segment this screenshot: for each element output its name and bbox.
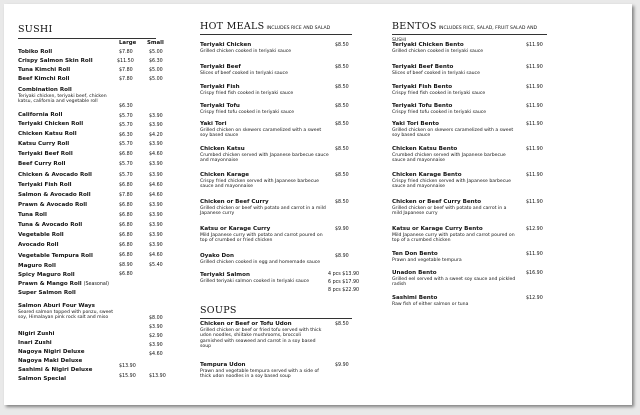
sushi-special-price: $8.00: [149, 316, 163, 321]
bentos-underline: [392, 34, 547, 35]
sushi-item-name: California Roll: [18, 112, 63, 118]
bento-desc: Grilled eel served with a sweet soy sauce and pickled radish: [392, 277, 516, 288]
sushi-item-name: Tuna Roll: [18, 212, 47, 218]
bento-name: Teriyaki Chicken Bento: [392, 42, 464, 48]
sushi-item-small: $5.00: [149, 77, 163, 82]
sushi-special-price: $3.90: [149, 343, 163, 348]
hot-meal-desc: Crispy fried chicken served with Japanese barbecue sauce and mayonnaise: [200, 179, 319, 190]
sushi-item-large: $6.30: [119, 133, 133, 138]
hot-meal-name: Katsu or Karage Curry: [200, 226, 271, 232]
menu-page: [4, 4, 632, 405]
sushi-item-large: $6.30: [119, 104, 133, 109]
hot-meal-price: $9.90: [335, 227, 349, 232]
sushi-item-name: Katsu Curry Roll: [18, 141, 70, 147]
bento-desc: Slices of beef cooked in teriyaki sauce: [392, 71, 480, 76]
sushi-item-large: $6.80: [119, 183, 133, 188]
sushi-item-name: Teriyaki Chicken Roll: [18, 121, 84, 127]
hot-meals-underline: [200, 34, 352, 35]
sushi-item-large: $7.80: [119, 193, 133, 198]
sushi-item-small: $5.00: [149, 50, 163, 55]
hot-meal-price: $8.90: [335, 254, 349, 259]
hot-meal-desc: Grilled chicken cooked in teriyaki sauce: [200, 49, 292, 54]
sushi-item-large: $6.80: [119, 243, 133, 248]
hot-meal-size-price: 6 pcs $17.90: [328, 280, 360, 285]
hot-meal-name: Teriyaki Chicken: [200, 42, 252, 48]
sushi-item-large: $5.70: [119, 142, 133, 147]
sushi-item-name: Beef Kimchi Roll: [18, 76, 70, 82]
bento-name: Unadon Bento: [392, 270, 437, 276]
sushi-item-name: Avocado Roll: [18, 242, 59, 248]
hot-meal-desc: Grilled chicken or beef with potato and carrot in a mild Japanese curry: [200, 206, 326, 217]
sushi-special-name: Nigiri Zushi: [18, 331, 55, 337]
hot-meal-desc: Grilled chicken on skewers caramelized with a sweet soy based sauce: [200, 128, 322, 139]
bento-desc: Grilled chicken or beef with potato and carrot in a mild Japanese curry: [392, 206, 507, 217]
bento-price: $11.90: [526, 43, 543, 48]
hot-meal-name: Teriyaki Salmon: [200, 272, 250, 278]
hot-meal-desc: Crumbed chicken served with Japanese barbecue sauce and mayonnaise: [200, 153, 329, 164]
bento-name: Katsu or Karage Curry Bento: [392, 226, 483, 232]
sushi-item-small: $3.90: [149, 223, 163, 228]
sushi-item-paren: (Seasonal): [83, 282, 110, 287]
hot-meal-price: $8.50: [335, 65, 349, 70]
sushi-item-name: Combination Roll: [18, 87, 72, 93]
sushi-col-small: Small: [147, 40, 164, 46]
soups-underline: [200, 318, 352, 319]
bento-name: Ten Don Bento: [392, 251, 438, 257]
sushi-special-price: $13.90: [119, 364, 136, 369]
sushi-item-small: $3.90: [149, 233, 163, 238]
sushi-item-large: $6.80: [119, 233, 133, 238]
sushi-item-small: $3.90: [149, 203, 163, 208]
bento-price: $11.90: [526, 252, 543, 257]
bento-desc: Prawn and vegetable tempura: [392, 258, 462, 263]
hot-meals-subtitle: INCLUDES RICE AND SALAD: [266, 26, 331, 31]
sushi-item-large: $11.50: [117, 59, 134, 64]
sushi-special-name: Salmon Special: [18, 376, 67, 382]
bento-price: $12.90: [526, 227, 543, 232]
hot-meals-title: HOT MEALS: [200, 21, 265, 32]
bento-price: $11.90: [526, 122, 543, 127]
bento-price: $11.90: [526, 104, 543, 109]
sushi-item-small: $3.90: [149, 243, 163, 248]
sushi-special-name: Sashimi & Nigiri Deluxe: [18, 367, 93, 373]
hot-meal-desc: Mild Japanese curry with potato and carrot poured on top of crumbed or fried chicken: [200, 233, 323, 244]
hot-meal-price: $8.50: [335, 147, 349, 152]
hot-meal-name: Teriyaki Tofu: [200, 103, 240, 109]
bento-price: $11.90: [526, 200, 543, 205]
sushi-item-large: $7.80: [119, 68, 133, 73]
sushi-item-name: Crispy Salmon Skin Roll: [18, 58, 93, 64]
soup-name: Chicken or Beef or Tofu Udon: [200, 321, 292, 327]
bento-name: Chicken or Beef Curry Bento: [392, 199, 482, 205]
hot-meal-name: Oyako Don: [200, 253, 235, 259]
sushi-special-price: $4.60: [149, 352, 163, 357]
sushi-item-large: $6.80: [119, 152, 133, 157]
sushi-special-name: Inari Zushi: [18, 340, 52, 346]
sushi-item-large: $8.90: [119, 263, 133, 268]
sushi-item-small: $3.90: [149, 114, 163, 119]
sushi-special-price: $3.90: [149, 325, 163, 330]
sushi-col-large: Large: [119, 40, 137, 46]
hot-meal-size-price: 8 pcs $22.90: [328, 288, 360, 293]
bento-name: Yaki Tori Bento: [392, 121, 439, 127]
bento-price: $12.90: [526, 296, 543, 301]
sushi-item-name: Salmon & Avocado Roll: [18, 192, 91, 198]
sushi-item-small: $5.00: [149, 68, 163, 73]
sushi-item-name: Teriyaki Fish Roll: [18, 182, 72, 188]
sushi-item-name: Prawn & Avocado Roll: [18, 202, 88, 208]
sushi-item-name-text: Prawn & Mango Roll: [18, 281, 82, 287]
sushi-item-desc: Teriyaki chicken, teriyaki beef, chicken katsu, california and vegetable roll: [18, 94, 107, 105]
hot-meal-price: $8.50: [335, 104, 349, 109]
sushi-special-name: Nagoya Maki Deluxe: [18, 358, 83, 364]
bento-desc: Mild Japanese curry with potato and carrot poured on top of a crumbed chicken: [392, 233, 515, 244]
sushi-item-small: $6.30: [149, 59, 163, 64]
bento-price: $11.90: [526, 173, 543, 178]
bento-desc: Raw fish of either salmon or tuna: [392, 302, 469, 307]
hot-meal-desc: Grilled teriyaki salmon cooked in teriyaki sauce: [200, 279, 310, 284]
sushi-special-large: $15.90: [119, 374, 136, 379]
bento-price: $11.90: [526, 85, 543, 90]
hot-meal-price: $8.50: [335, 173, 349, 178]
sushi-special-name: Salmon Aburi Four Ways: [18, 303, 95, 309]
hot-meal-size-price: 4 pcs $13.90: [328, 272, 360, 277]
hot-meal-name: Yaki Tori: [200, 121, 227, 127]
sushi-item-small: $4.60: [149, 152, 163, 157]
hot-meal-name: Chicken or Beef Curry: [200, 199, 269, 205]
sushi-item-name: Tuna Kimchi Roll: [18, 67, 71, 73]
hot-meal-name: Teriyaki Fish: [200, 84, 240, 90]
bento-name: Sashimi Bento: [392, 295, 438, 301]
sushi-special-price: $2.90: [149, 334, 163, 339]
bento-desc: Crispy fried chicken served with Japanese barbecue sauce and mayonnaise: [392, 179, 511, 190]
soup-desc: Grilled chicken or beef or fried tofu served with thick udon noodles, shiitake mushrooms, broccoli garnished with seaweed and carrot in a soy based soup: [200, 328, 322, 349]
bento-desc: Crispy fried tofu cooked in teriyaki sauce: [392, 110, 487, 115]
sushi-item-name: Chicken Katsu Roll: [18, 131, 77, 137]
sushi-item-large: $5.70: [119, 114, 133, 119]
soup-desc: Prawn and vegetable tempura served with a side of thick udon noodles in a soy based soup: [200, 369, 319, 380]
hot-meal-price: $8.50: [335, 85, 349, 90]
sushi-item-large: $6.80: [119, 272, 133, 277]
bento-price: $16.90: [526, 271, 543, 276]
hot-meal-desc: Crispy fried fish cooked in teriyaki sauce: [200, 91, 294, 96]
sushi-heading: SUSHI: [18, 24, 53, 35]
sushi-item-small: $3.90: [149, 173, 163, 178]
soup-price: $9.90: [335, 363, 349, 368]
sushi-item-small: $3.90: [149, 123, 163, 128]
sushi-item-name: Tuna & Avocado Roll: [18, 222, 83, 228]
hot-meal-price: $8.50: [335, 200, 349, 205]
sushi-item-name: Beef Curry Roll: [18, 161, 66, 167]
sushi-item-small: $5.40: [149, 263, 163, 268]
hot-meal-name: Teriyaki Beef: [200, 64, 241, 70]
sushi-item-small: $3.90: [149, 162, 163, 167]
sushi-item-name: Super Salmon Roll: [18, 290, 76, 296]
sushi-item-small: $3.90: [149, 142, 163, 147]
sushi-item-large: $6.80: [119, 223, 133, 228]
sushi-item-large: $7.80: [119, 77, 133, 82]
bento-name: Chicken Katsu Bento: [392, 146, 458, 152]
hot-meal-name: Chicken Katsu: [200, 146, 245, 152]
sushi-item-large: $5.70: [119, 123, 133, 128]
soups-heading: SOUPS: [200, 305, 237, 316]
sushi-item-large: $6.80: [119, 253, 133, 258]
bento-name: Teriyaki Fish Bento: [392, 84, 453, 90]
sushi-item-name: Tobiko Roll: [18, 49, 53, 55]
sushi-item-name: [18, 281, 109, 288]
sushi-item-name: Vegetable Tempura Roll: [18, 253, 93, 259]
bentos-title: BENTOS: [392, 21, 437, 32]
sushi-special-desc: Seared salmon topped with ponzu, sweet soy, Himalayan pink rock salt and miso: [18, 310, 114, 321]
sushi-item-small: $4.20: [149, 133, 163, 138]
sushi-item-name: Chicken & Avocado Roll: [18, 172, 92, 178]
hot-meal-name: Chicken Karage: [200, 172, 250, 178]
hot-meals-heading: [200, 22, 330, 34]
soup-name: Tempura Udon: [200, 362, 246, 368]
sushi-item-large: $5.70: [119, 173, 133, 178]
sushi-special-name: Nagoya Nigiri Deluxe: [18, 349, 85, 355]
sushi-item-large: $6.80: [119, 213, 133, 218]
bento-desc: Grilled chicken on skewers caramelized with a sweet soy based sauce: [392, 128, 514, 139]
bento-price: $11.90: [526, 147, 543, 152]
hot-meal-desc: Grilled chicken cooked in egg and homemade sauce: [200, 260, 321, 265]
bento-name: Teriyaki Beef Bento: [392, 64, 454, 70]
sushi-item-small: $4.60: [149, 193, 163, 198]
sushi-special-price: $13.90: [149, 374, 166, 379]
hot-meal-desc: Slices of beef cooked in teriyaki sauce: [200, 71, 288, 76]
sushi-item-large: $7.80: [119, 50, 133, 55]
bento-name: Teriyaki Tofu Bento: [392, 103, 453, 109]
hot-meal-price: $8.50: [335, 122, 349, 127]
sushi-item-small: $4.60: [149, 183, 163, 188]
sushi-item-large: $6.80: [119, 203, 133, 208]
sushi-item-name: Maguro Roll: [18, 263, 56, 269]
sushi-item-name: Teriyaki Beef Roll: [18, 151, 73, 157]
bento-desc: Grilled chicken cooked in teriyaki sauce: [392, 49, 484, 54]
bento-desc: Crumbed chicken served with Japanese barbecue sauce and mayonnaise: [392, 153, 506, 164]
sushi-item-small: $3.90: [149, 213, 163, 218]
sushi-heading-underline: [18, 38, 156, 39]
sushi-item-name: Spicy Maguro Roll: [18, 272, 75, 278]
sushi-item-name: Vegetable Roll: [18, 232, 64, 238]
sushi-item-small: $4.60: [149, 253, 163, 258]
bento-desc: Crispy fried fish cooked in teriyaki sauce: [392, 91, 486, 96]
hot-meal-desc: Crispy fried tofu cooked in teriyaki sauce: [200, 110, 295, 115]
bento-name: Chicken Karage Bento: [392, 172, 462, 178]
soup-price: $8.50: [335, 322, 349, 327]
hot-meal-price: $8.50: [335, 43, 349, 48]
bentos-subtitle: INCLUDES RICE, SALAD, FRUIT SALAD AND SUSHI: [392, 26, 538, 43]
sushi-item-large: $5.70: [119, 162, 133, 167]
bento-price: $11.90: [526, 65, 543, 70]
